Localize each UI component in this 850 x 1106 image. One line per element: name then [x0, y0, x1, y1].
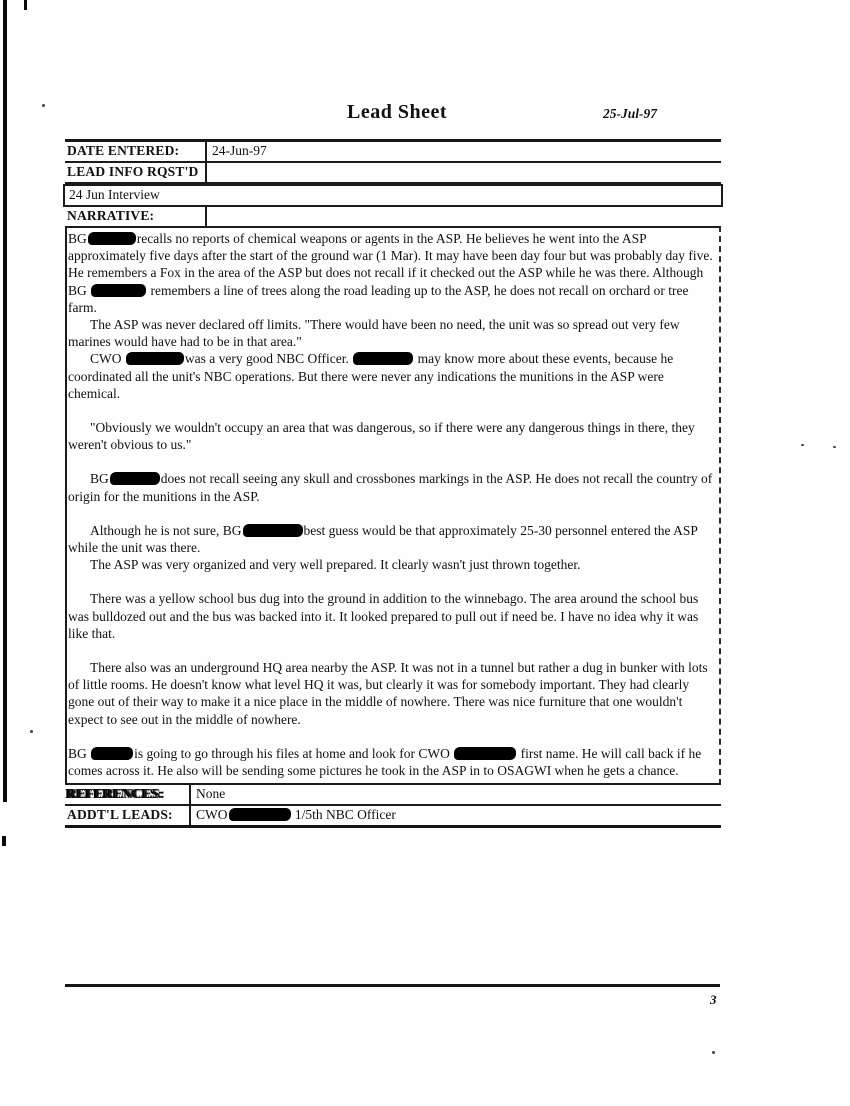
narrative-paragraph: Although he is not sure, BG best guess would be that approximately 25-30 personnel entered the ASP while the unit was there.: [68, 522, 698, 556]
scan-mark: [24, 0, 27, 10]
document-date: 25-Jul-97: [603, 106, 657, 121]
scan-speck: [42, 104, 45, 107]
narrative-label: NARRATIVE:: [65, 207, 207, 226]
footer-rule: [65, 984, 720, 987]
addtl-leads-value: CWO 1/5th NBC Officer: [196, 807, 396, 823]
redaction-box: [454, 747, 516, 760]
narrative-paragraph: There was a yellow school bus dug into the ground in addition to the winnebago. The area around the school bus was bulldozed out and the bus was backed into it. It looked prepared to pull out if need be. I have no idea why it was like that.: [68, 591, 699, 641]
lead-info-row: [65, 163, 721, 184]
redaction-box: [88, 232, 136, 245]
document-title: Lead Sheet: [347, 101, 447, 123]
redaction-box: [91, 284, 146, 297]
lead-info-label: LEAD INFO RQST'D: [65, 163, 207, 182]
references-value: None: [196, 786, 226, 802]
scan-speck: [30, 730, 33, 733]
date-entered-row: [65, 139, 721, 163]
redaction-box: [91, 747, 133, 760]
narrative-text-box: [65, 226, 721, 785]
references-row: [65, 785, 721, 806]
narrative-paragraph: BG does not recall seeing any skull and crossbones markings in the ASP. He does not recall the country of origin for the munitions in the ASP.: [68, 471, 713, 504]
date-entered-value: 24-Jun-97: [212, 143, 267, 158]
narrative-paragraph: BG is going to go through his files at home and look for CWO first name. He will call back if he comes across it. He also will be sending some pictures he took in the ASP in to OSAGWI when he gets a chance.: [68, 745, 702, 779]
scan-speck: [712, 1051, 715, 1054]
redaction-box: [353, 352, 413, 365]
addtl-leads-label: ADDT'L LEADS:: [65, 806, 191, 825]
narrative-label-row: [65, 207, 721, 226]
narrative-paragraph: There also was an underground HQ area nearby the ASP. It was not in a tunnel but rather a dug in bunker with lots of little rooms. He doesn't know what level HQ it was, but clearly it was for somebody important. They had clearly gone out of their way to make it a nice place in the middle of nowhere. There was nice furniture that one wouldn't expect to see out in the middle of nowhere.: [68, 660, 708, 727]
redaction-box: [110, 472, 160, 485]
lead-info-value: [207, 163, 721, 182]
date-entered-label: DATE ENTERED:: [65, 142, 207, 161]
narrative-paragraph: "Obviously we wouldn't occupy an area that was dangerous, so if there were any dangerous things in there, they weren't obvious to us.": [68, 420, 695, 453]
lead-sheet-form: [65, 139, 721, 828]
addtl-leads-row: [65, 806, 721, 828]
redaction-box: [126, 352, 184, 365]
scan-speck: [801, 444, 804, 446]
narrative-paragraph: The ASP was never declared off limits. "There would have been no need, the unit was so spread out very few marines would have had to be in that area.": [68, 317, 680, 350]
scan-mark: [2, 836, 6, 846]
interview-line: 24 Jun Interview: [63, 184, 723, 207]
references-label: REFERENCES:: [65, 785, 191, 804]
narrative-label-value: [207, 207, 721, 226]
scan-edge-bar: [3, 0, 7, 802]
redaction-box: [243, 524, 303, 537]
redaction-box: [229, 808, 291, 821]
narrative-paragraph: CWO was a very good NBC Officer. may know more about these events, because he coordinated all the unit's NBC operations. But there were never any indications the munitions in the ASP were chemical.: [68, 351, 674, 401]
scan-speck: [833, 446, 836, 448]
narrative-paragraph: The ASP was very organized and very well prepared. It clearly wasn't just thrown together.: [90, 557, 581, 573]
page-number: 3: [710, 992, 717, 1007]
narrative-paragraph: BG recalls no reports of chemical weapons or agents in the ASP. He believes he went into the ASP approximately five days after the start of the ground war (1 Mar). It may have been day four but was probably day five. He remembers a Fox in the area of the ASP but does not recall if it checked out the ASP while he was there. Although BG remembers a line of trees along the road leading up to the ASP, he does not recall on orchard or tree farm.: [68, 231, 713, 315]
